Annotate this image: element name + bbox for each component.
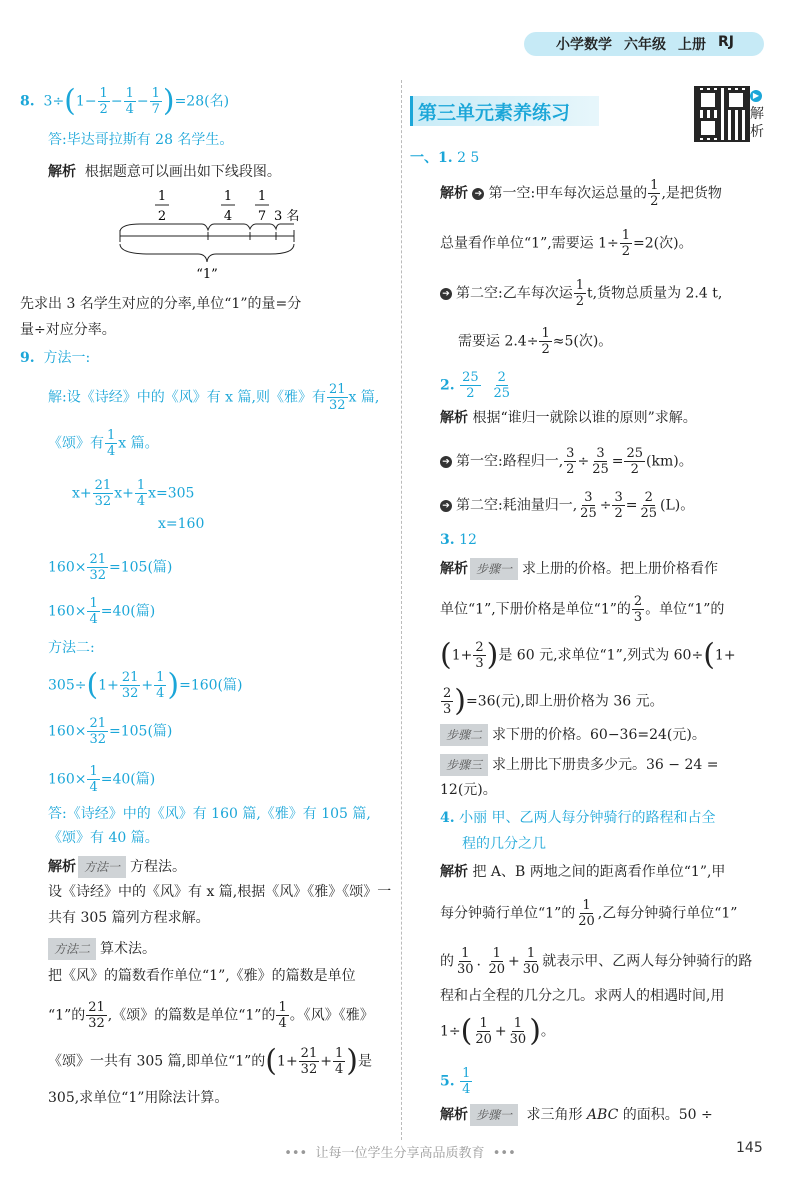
q9-p6: 305,求单位“1”用除法计算。: [48, 1090, 229, 1106]
header-label: [530, 34, 760, 54]
footer-slogan: ••• 让每一位学生分享高品质教育 •••: [284, 1146, 516, 1161]
q9-answer1: 答:《诗经》中的《风》有 160 篇,《雅》有 105 篇,: [48, 806, 371, 822]
q9-method1: 9. 方法一:: [20, 350, 91, 366]
q9-p5: 《颂》一共有 305 篇,即单位“1”的(1+ $\frac{21}{32}$ + $\frac{1}{4}$ )是: [48, 1043, 372, 1079]
diagram-frac3-num: 1: [257, 189, 267, 204]
r-q3-s6: 步骤三 求上册比下册贵多少元。36 − 24 =: [440, 754, 718, 776]
r-q4-answer1: 4. 小丽 甲、乙两人每分钟骑行的路程和占全: [440, 810, 716, 826]
q9-equation: x+ $\frac{21}{32}$ x+ $\frac{1}{4}$ x=305: [72, 478, 195, 509]
q8-analysis: 解析 根据题意可以画出如下线段图。: [48, 164, 281, 180]
tag-method1: 方法一: [78, 856, 126, 878]
header-edition: RJ: [718, 34, 734, 50]
q9-calc1: 160× $\frac{21}{32}$ =105(篇): [48, 552, 173, 583]
r-q4-t2: 每分钟骑行单位“1”的 $\frac{1}{20}$ ,乙每分钟骑行单位“1”: [440, 898, 738, 929]
qr-code[interactable]: [694, 86, 750, 142]
r-q1-a1: 解析 ➔ 第一空:甲车每次运总量的 $\frac{1}{2}$ ,是把货物: [440, 178, 722, 209]
q9-p2: 共有 305 篇列方程求解。: [48, 910, 210, 926]
q9-line2: 《颂》有 $\frac{1}{4}$ x 篇。: [48, 428, 159, 459]
q8-expression: 8. 3÷(1− $\frac{1}{2}$ − $\frac{1}{4}$ − $\frac{1}{7}$ )=28(名): [20, 83, 230, 119]
arrow-icon: ➔: [440, 500, 452, 512]
r-q4-t3: 的 $\frac{1}{30}$ . $\frac{1}{20}$ + $\frac{1}{30}$ 就表示甲、乙两人每分钟骑行的路: [440, 946, 753, 977]
r-q4-t4: 程和占全程的几分之几。求两人的相遇时间,用: [440, 988, 725, 1004]
diagram-frac3-den: 7: [257, 209, 267, 224]
r-q4-t1: 解析 把 A、B 两地之间的距离看作单位“1”,甲: [440, 864, 726, 880]
r-q3-s7: 12(元)。: [440, 782, 497, 798]
diagram-unit: “1”: [196, 267, 218, 282]
q8-text1: 先求出 3 名学生对应的分率,单位“1”的量=分: [20, 296, 302, 312]
diagram-frac2-num: 1: [223, 189, 233, 204]
q8-text2: 量÷对应分率。: [20, 322, 116, 338]
page-number: 145: [736, 1140, 763, 1156]
q9-method2: 方法二:: [48, 640, 95, 656]
diagram-frac1-num: 1: [157, 189, 167, 204]
q9-calc4: 160× $\frac{21}{32}$ =105(篇): [48, 716, 173, 747]
qr-label-2: 析: [750, 124, 764, 140]
q9-line1: 解:设《诗经》中的《风》有 x 篇,则《雅》有 $\frac{21}{32}$ x 篇,: [48, 382, 380, 413]
header-grade: 六年级: [624, 37, 666, 53]
tag-step1: 步骤一: [470, 558, 518, 580]
play-icon[interactable]: ▶: [750, 90, 762, 102]
arrow-icon: ➔: [472, 188, 484, 200]
r-q3-s2: 单位“1”,下册价格是单位“1”的 $\frac{2}{3}$ 。单位“1”的: [440, 594, 725, 625]
qr-label-1: 解: [750, 106, 764, 122]
header-subject: 小学数学: [556, 37, 612, 53]
q9-p3: 把《风》的篇数看作单位“1”,《雅》的篇数是单位: [48, 968, 356, 984]
r-q4-t5: 1÷( $\frac{1}{20}$ + $\frac{1}{30}$ )。: [440, 1013, 555, 1049]
r-q2-line2: ➔ 第一空:路程归一, $\frac{3}{2}$ ÷ $\frac{3}{25}$ = $\frac{25}{2}$ (km)。: [440, 446, 693, 477]
tag-method2: 方法二: [48, 938, 96, 960]
r-q4-answer2: 程的几分之几: [462, 836, 546, 852]
segment-diagram: [110, 184, 320, 284]
r-q3-s5: 步骤二 求下册的价格。60−36=24(元)。: [440, 724, 706, 746]
header-volume: 上册: [678, 37, 706, 53]
q9-p1: 设《诗经》中的《风》有 x 篇,根据《风》《雅》《颂》一: [48, 884, 392, 900]
q9-calc5: 160× $\frac{1}{4}$ =40(篇): [48, 764, 156, 795]
q9-calc2: 160× $\frac{1}{4}$ =40(篇): [48, 596, 156, 627]
r-q3-s4: $\frac{2}{3}$ )=36(元),即上册价格为 36 元。: [443, 683, 664, 719]
arrow-icon: ➔: [440, 288, 452, 300]
r-q3-s1: 解析 步骤一 求上册的价格。把上册价格看作: [440, 558, 718, 580]
diagram-frac1-den: 2: [157, 209, 167, 224]
r-q3-answer: 3. 12: [440, 532, 477, 548]
q8-answer: 答:毕达哥拉斯有 28 名学生。: [48, 132, 234, 148]
r-q2-line3: ➔ 第二空:耗油量归一, $\frac{3}{25}$ ÷ $\frac{3}{2}$ = $\frac{2}{25}$ (L)。: [440, 490, 694, 521]
q9-calc3: 305÷(1+ $\frac{21}{32}$ + $\frac{1}{4}$ )=160(篇): [48, 667, 243, 703]
q9-analysis: 解析 方法一 方程法。: [48, 856, 186, 878]
r-q1-a4: 需要运 2.4÷ $\frac{1}{2}$ ≈5(次)。: [458, 326, 613, 357]
tag-step3: 步骤三: [440, 754, 488, 776]
arrow-icon: ➔: [440, 456, 452, 468]
column-divider: [401, 80, 402, 1140]
q9-tag2-line: 方法二 算术法。: [48, 938, 156, 960]
q9-p4: “1”的 $\frac{21}{32}$ ,《颂》的篇数是单位“1”的 $\frac{1}{4}$ 。《风》《雅》: [48, 1000, 374, 1031]
r-q2-analysis: 解析 根据“谁归一就除以谁的原则”求解。: [440, 410, 697, 426]
r-q1-a3: ➔ 第二空:乙车每次运 $\frac{1}{2}$ t,货物总质量为 2.4 t,: [440, 278, 722, 309]
q9-solution: x=160: [158, 516, 205, 532]
diagram-frac2-den: 4: [223, 209, 233, 224]
q9-answer2: 《颂》有 40 篇。: [48, 830, 159, 846]
r-q5-t1: 解析 步骤一 求三角形 ABC 的面积。50 ÷: [440, 1104, 713, 1126]
r-q1-a2: 总量看作单位“1”,需要运 1÷ $\frac{1}{2}$ =2(次)。: [440, 228, 693, 259]
unit-title-text: 第三单元素养练习: [418, 102, 571, 124]
r-q1-answer: 一、1. 2 5: [410, 150, 480, 166]
r-q5-answer: 5. $\frac{1}{4}$: [440, 1066, 471, 1097]
r-q3-s3: (1+ $\frac{2}{3}$ )是 60 元,求单位“1”,列式为 60÷(1+: [440, 637, 736, 673]
tag-step1: 步骤一: [470, 1104, 518, 1126]
tag-step2: 步骤二: [440, 724, 488, 746]
diagram-3ming: 3 名: [274, 209, 300, 224]
r-q2-answer: 2. $\frac{25}{2}$ $\frac{2}{25}$: [440, 370, 511, 401]
